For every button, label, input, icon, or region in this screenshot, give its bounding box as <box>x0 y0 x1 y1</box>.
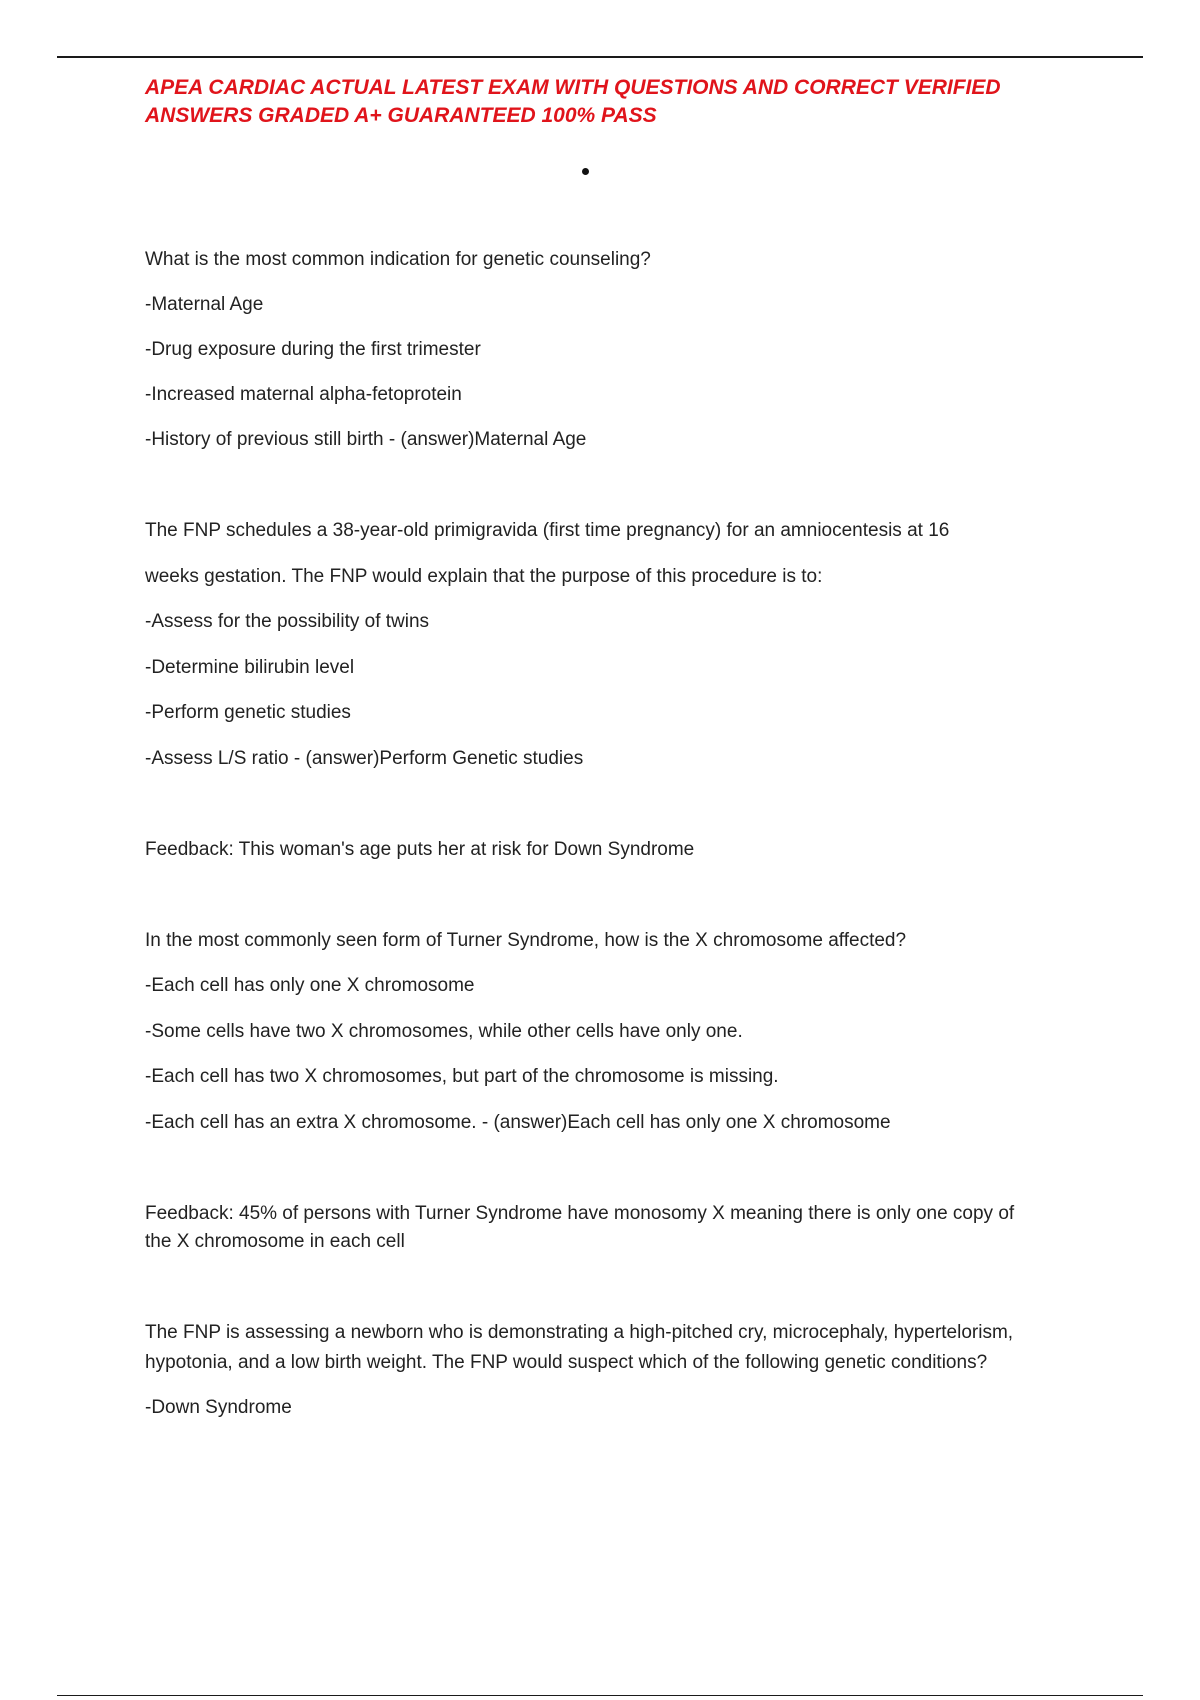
question-4-text-line-2: hypotonia, and a low birth weight. The FNP would suspect which of the following genetic conditions? <box>145 1352 988 1373</box>
question-3-text: In the most commonly seen form of Turner Syndrome, how is the X chromosome affected? <box>145 930 907 951</box>
question-1-text: What is the most common indication for genetic counseling? <box>145 249 651 270</box>
question-4-option-1: -Down Syndrome <box>145 1397 292 1418</box>
title-line-2: ANSWERS GRADED A+ GUARANTEED 100% PASS <box>145 104 657 127</box>
question-1-option-2: -Drug exposure during the first trimester <box>145 339 481 360</box>
question-3-option-1: -Each cell has only one X chromosome <box>145 975 475 996</box>
bottom-rule <box>57 1695 1143 1696</box>
question-1-option-1: -Maternal Age <box>145 294 264 315</box>
question-3-option-4-answer: -Each cell has an extra X chromosome. - (answer)Each cell has only one X chromosome <box>145 1112 891 1133</box>
question-2-option-3: -Perform genetic studies <box>145 702 351 723</box>
question-2-option-4-answer: -Assess L/S ratio - (answer)Perform Genetic studies <box>145 748 584 769</box>
question-4-text-line-1: The FNP is assessing a newborn who is demonstrating a high-pitched cry, microcephaly, hypertelorism, <box>145 1322 1014 1343</box>
top-rule <box>57 56 1143 58</box>
question-3-option-2: -Some cells have two X chromosomes, while other cells have only one. <box>145 1021 743 1042</box>
question-3-feedback-line-1: Feedback: 45% of persons with Turner Syndrome have monosomy X meaning there is only one copy of <box>145 1203 1015 1224</box>
document-title <box>145 74 1045 130</box>
question-2-text-line-2: weeks gestation. The FNP would explain that the purpose of this procedure is to: <box>145 566 823 587</box>
question-2-text-line-1: The FNP schedules a 38-year-old primigravida (first time pregnancy) for an amniocentesis at 16 <box>145 520 950 541</box>
question-3-option-3: -Each cell has two X chromosomes, but part of the chromosome is missing. <box>145 1066 779 1087</box>
question-2-feedback: Feedback: This woman's age puts her at risk for Down Syndrome <box>145 839 695 860</box>
question-1-option-4-answer: -History of previous still birth - (answer)Maternal Age <box>145 429 587 450</box>
question-1-option-3: -Increased maternal alpha-fetoprotein <box>145 384 462 405</box>
title-line-1: APEA CARDIAC ACTUAL LATEST EXAM WITH QUESTIONS AND CORRECT VERIFIED <box>145 76 1001 99</box>
question-2-option-1: -Assess for the possibility of twins <box>145 611 430 632</box>
bullet-dot <box>582 168 589 175</box>
question-3-feedback-line-2: the X chromosome in each cell <box>145 1231 405 1252</box>
question-2-option-2: -Determine bilirubin level <box>145 657 355 678</box>
